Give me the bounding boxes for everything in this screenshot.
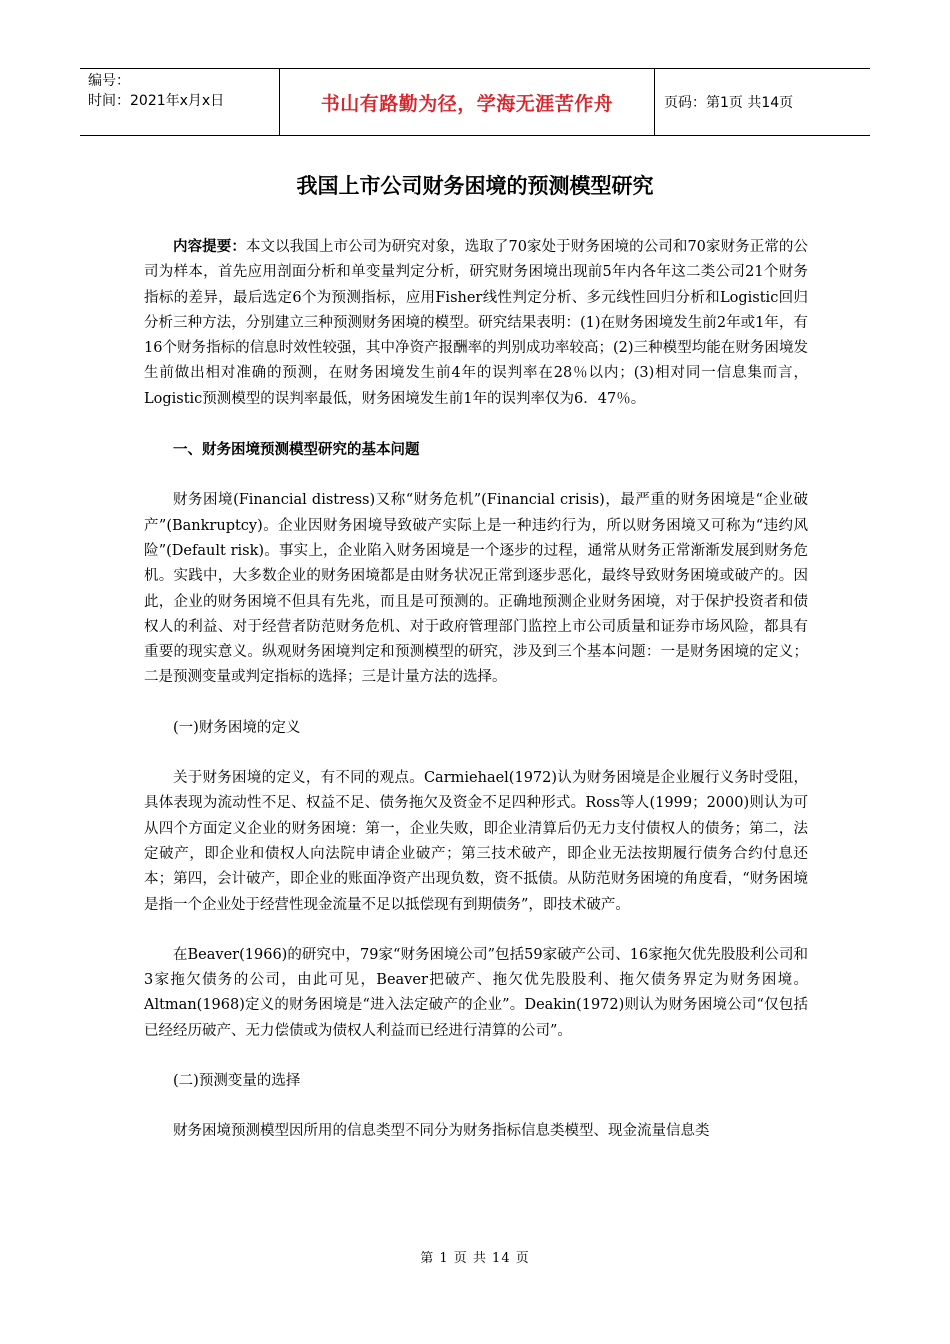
header-table: [80, 68, 870, 136]
document-number-label: 编号：: [88, 73, 130, 89]
document-time-label: 时间：2021年x月x日: [88, 93, 225, 109]
body-paragraph: 财务困境(Financial distress)又称“财务危机”(Financial crisis)，最严重的财务困境是“企业破产”(Bankruptcy)。企业因财务困境导致破产实际上是一种违约行为，所以财务困境又可称为“违约风险”(Default risk)。事实上，企业陷入财务困境是一个逐步的过程，通常从财务正常渐渐发展到财务危机。实践中，大多数企业的财务困境都是由财务状况正常到逐步恶化，最终导致财务困境或破产的。因此，企业的财务困境不但具有先兆，而且是可预测的。正确地预测企业财务困境，对于保护投资者和债权人的利益、对于经营者防范财务危机、对于政府管理部门监控上市公司质量和证券市场风险，都具有重要的现实意义。纵观财务困境判定和预测模型的研究，涉及到三个基本问题：一是财务困境的定义；二是预测变量或判定指标的选择；三是计量方法的选择。: [144, 492, 808, 686]
abstract-paragraph: [144, 235, 808, 412]
page-footer: 第 1 页 共 14 页: [420, 1251, 530, 1266]
body-paragraph: 在Beaver(1966)的研究中，79家“财务困境公司”包括59家破产公司、16家拖欠优先股股利公司和3家拖欠债务的公司，由此可见，Beaver把破产、拖欠优先股股利、拖欠债务界定为财务困境。Altman(1968)定义的财务困境是“进入法定破产的企业”。Deakin(1972)则认为财务困境公司“仅包括已经经历破产、无力偿债或为债权人利益而已经进行清算的公司”。: [144, 946, 808, 1039]
abstract-label: 内容提要：: [173, 239, 246, 255]
document-body: [144, 235, 808, 1170]
document-title: 我国上市公司财务困境的预测模型研究: [296, 174, 654, 198]
section-heading: 一、财务困境预测模型研究的基本问题: [173, 442, 420, 459]
body-paragraph: 财务困境预测模型因所用的信息类型不同分为财务指标信息类模型、现金流量信息类: [173, 1123, 710, 1140]
header-page-info: 页码：第1页 共14页: [664, 95, 794, 111]
abstract-text: 本文以我国上市公司为研究对象，选取了70家处于财务困境的公司和70家财务正常的公司为样本，首先应用剖面分析和单变量判定分析，研究财务困境出现前5年内各年这二类公司21个财务指标的差异，最后选定6个为预测指标，应用Fisher线性判定分析、多元线性回归分析和Logistic回归分析三种方法，分别建立三种预测财务困境的模型。研究结果表明：(1)在财务困境发生前2年或1年，有16个财务指标的信息时效性较强，其中净资产报酬率的判别成功率较高；(2)三种模型均能在财务困境发生前做出相对准确的预测，在财务困境发生前4年的误判率在28％以内；(3)相对同一信息集而言，Logistic预测模型的误判率最低，财务困境发生前1年的误判率仅为6．47％。: [144, 239, 809, 407]
header-meta-cell: [80, 69, 280, 135]
subsection-heading: (一)财务困境的定义: [173, 719, 301, 736]
header-motto: 书山有路勤为径，学海无涯苦作舟: [280, 69, 655, 135]
body-paragraph: 关于财务困境的定义，有不同的观点。Carmiehael(1972)认为财务困境是企业履行义务时受阻，具体表现为流动性不足、权益不足、债务拖欠及资金不足四种形式。Ross等人(1999；2000)则认为可从四个方面定义企业的财务困境：第一，企业失败，即企业清算后仍无力支付债权人的债务；第二，法定破产，即企业和债权人向法院申请企业破产；第三技术破产，即企业无法按期履行债务合约付息还本；第四，会计破产，即企业的账面净资产出现负数，资不抵债。从防范财务困境的角度看，“财务困境是指一个企业处于经营性现金流量不足以抵偿现有到期债务”，即技术破产。: [144, 770, 808, 913]
subsection-heading: (二)预测变量的选择: [173, 1073, 301, 1090]
